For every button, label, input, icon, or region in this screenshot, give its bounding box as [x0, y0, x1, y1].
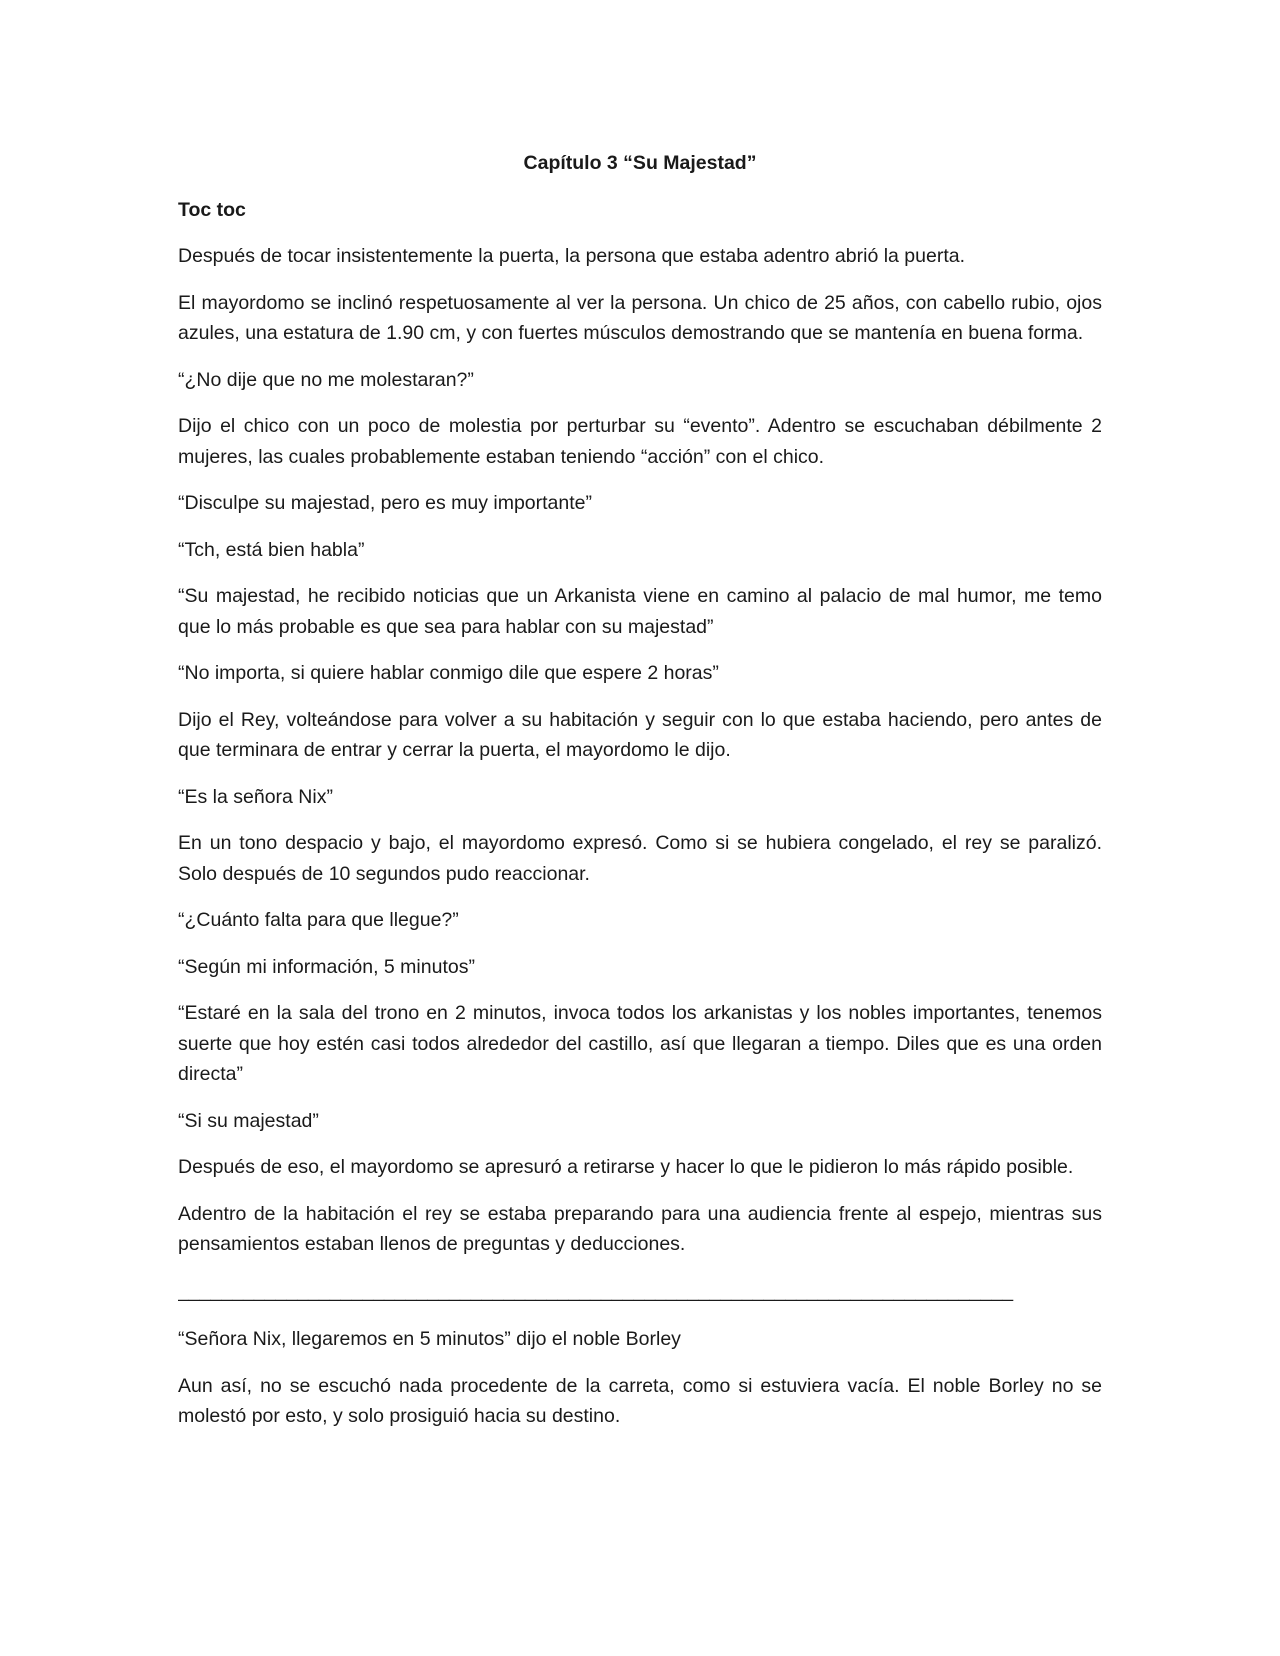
- dialogue-line: “¿Cuánto falta para que llegue?”: [178, 909, 459, 931]
- paragraph: En un tono despacio y bajo, el mayordomo expresó. Como si se hubiera congelado, el rey se paralizó. Solo después de 10 segundos pudo reaccionar.: [178, 832, 1102, 885]
- dialogue-line: “¿No dije que no me molestaran?”: [178, 368, 474, 391]
- dialogue-line: “Es la señora Nix”: [178, 785, 333, 808]
- paragraph: Adentro de la habitación el rey se estaba preparando para una audiencia frente al espejo, mientras sus pensamientos estaban llenos de preguntas y deducciones.: [178, 1202, 1102, 1255]
- dialogue-line: “Su majestad, he recibido noticias que un Arkanista viene en camino al palacio de mal humor, me temo que lo más probable es que sea para hablar con su majestad”: [178, 585, 1102, 638]
- paragraph: Aun así, no se escuchó nada procedente de la carreta, como si estuviera vacía. El noble Borley no se molestó por esto, y solo prosiguió hacia su destino.: [178, 1374, 1102, 1427]
- dialogue-line: “Tch, está bien habla”: [178, 538, 365, 561]
- dialogue-line: “Disculpe su majestad, pero es muy importante”: [178, 492, 593, 514]
- paragraph: El mayordomo se inclinó respetuosamente al ver la persona. Un chico de 25 años, con cabello rubio, ojos azules, una estatura de 1.90 cm, y con fuertes músculos demostrando que se mantenía en buena forma.: [178, 291, 1102, 344]
- paragraph: Después de tocar insistentemente la puerta, la persona que estaba adentro abrió la puerta.: [178, 245, 966, 267]
- paragraph: Dijo el chico con un poco de molestia por perturbar su “evento”. Adentro se escuchaban débilmente 2 mujeres, las cuales probablemente estaban teniendo “acción” con el chico.: [178, 415, 1102, 468]
- document-page: [178, 148, 1102, 1448]
- paragraph: Dijo el Rey, volteándose para volver a su habitación y seguir con lo que estaba haciendo, pero antes de que terminara de entrar y cerrar la puerta, el mayordomo le dijo.: [178, 708, 1102, 761]
- dialogue-line: “Señora Nix, llegaremos en 5 minutos” dijo el noble Borley: [178, 1328, 681, 1350]
- chapter-title: Capítulo 3 “Su Majestad”: [523, 152, 757, 174]
- dialogue-line: “No importa, si quiere hablar conmigo dile que espere 2 horas”: [178, 662, 719, 684]
- dialogue-line: “Estaré en la sala del trono en 2 minutos, invoca todos los arkanistas y los nobles importantes, tenemos suerte que hoy estén casi todos alrededor del castillo, así que llegaran a tiempo. Diles que es una orden directa”: [178, 1002, 1102, 1085]
- section-subtitle: Toc toc: [178, 198, 246, 221]
- dialogue-line: “Si su majestad”: [178, 1109, 319, 1132]
- dialogue-line: “Según mi información, 5 minutos”: [178, 955, 475, 978]
- paragraph: Después de eso, el mayordomo se apresuró a retirarse y hacer lo que le pidieron lo más rápido posible.: [178, 1156, 1074, 1178]
- section-divider: _____________________________________________________________________________: [178, 1279, 1014, 1302]
